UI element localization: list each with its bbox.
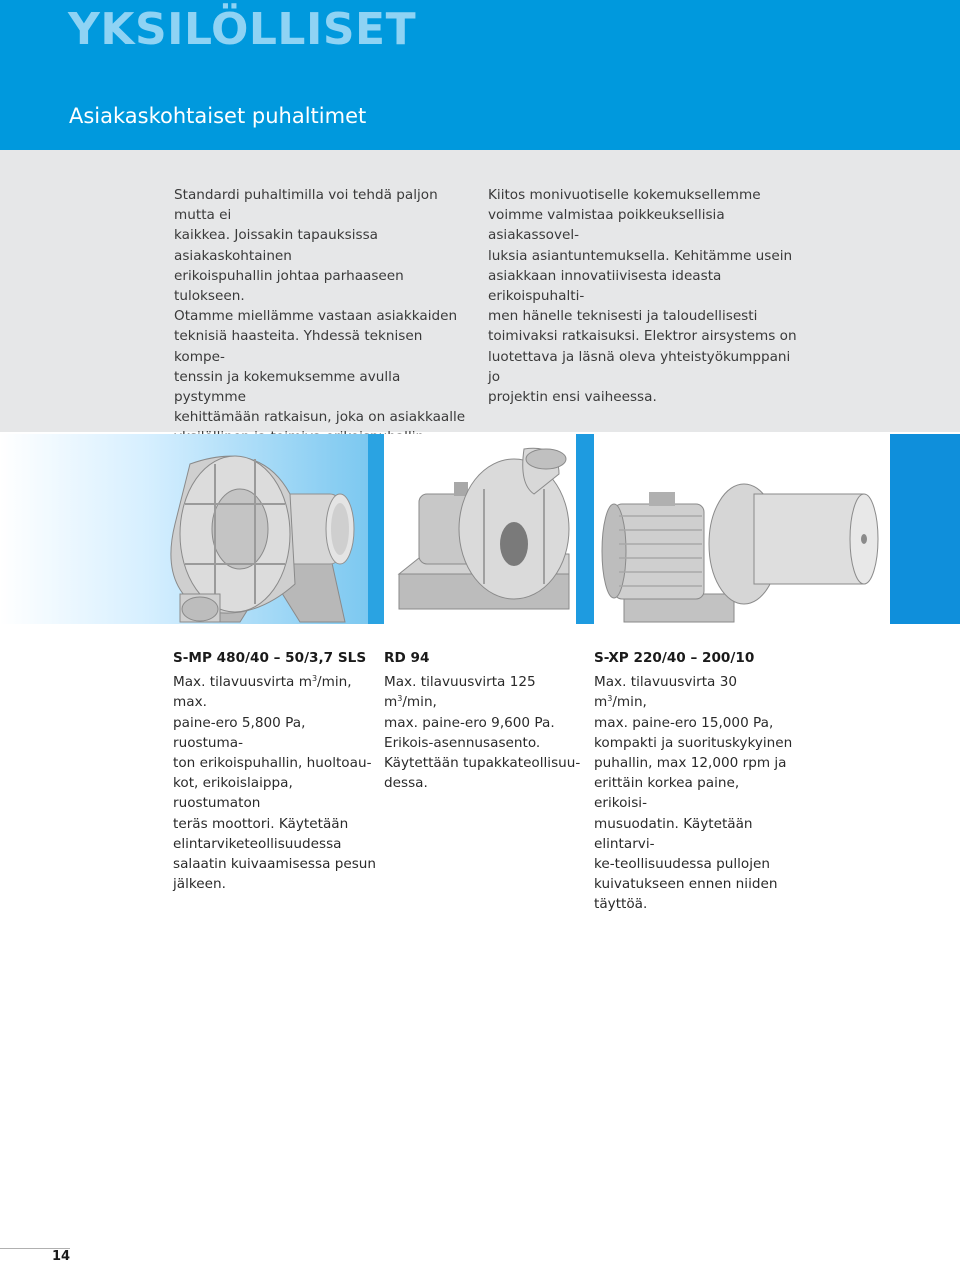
intro-text-left: Standardi puhaltimilla voi tehdä paljon mutta ei kaikkea. Joissakin tapauksissa asiakaskohtainen erikoispuhallin johtaa parhaaseen tulokseen. Otamme miellämme vastaan asiakkaiden teknisiä haasteita. Yhdessä teknisen kompe- tenssin ja kokemuksemme avulla pystymme kehittämään ratkaisun, joka on asiakkaalle	[174, 187, 466, 426]
photo-divider-1	[368, 434, 384, 624]
fan-smp-image	[0, 434, 368, 624]
page-subtitle: Asiakaskohtaiset puhaltimet	[69, 104, 367, 128]
photo-panel-sxp	[594, 434, 890, 624]
product-name: S-MP 480/40 – 50/3,7 SLS	[173, 650, 367, 666]
page-header	[0, 0, 960, 150]
product-description: max. paine-ero 9,600 Pa. Erikois-asennusasento. Käytettään tupakkateollisuu- dessa.	[384, 714, 581, 792]
product-name: RD 94	[384, 650, 430, 666]
photo-panel-rd94	[384, 434, 576, 624]
product-description: max. paine-ero 15,000 Pa, kompakti ja suorituskykyinen puhallin, max 12,000 rpm ja erittäin korkea paine, erikoisi- musuodatin. Käytetään elintarvi- ke-teollisuudessa pullojen kuivatukseen ennen niiden täyttöä.	[594, 714, 793, 913]
product-description: paine-ero 5,800 Pa, ruostuma- ton erikoispuhallin, huoltoau- kot, erikoislaippa, ruostumaton teräs moottori. Käytetään elintarviketeollisuudessa salaatin kuivaamisessa pesun jälkeen.	[173, 714, 377, 893]
product-spec-rd94	[384, 648, 584, 793]
product-spec-line1: Max. tilavuusvirta 125 $m^3/\min$,	[384, 674, 536, 711]
product-spec-line1: Max. tilavuusvirta 30 $m^3/\min$,	[594, 674, 738, 711]
page-number: 14	[52, 1249, 71, 1264]
product-spec-smp	[173, 648, 378, 894]
photo-panel-smp	[0, 434, 368, 624]
fan-sxp-image	[594, 434, 890, 624]
intro-section	[0, 150, 960, 432]
product-spec-sxp	[594, 648, 794, 915]
intro-text-right: Kiitos monivuotiselle kokemuksellemme voimme valmistaa poikkeuksellisia asiakassovel- luksia asiantuntemuksella. Kehitämme usein asiakkaan innovatiivisesta ideasta erikoispuhalti- men hänelle teknisesti ja taloudellisesti toimivaksi ratkaisuksi. Elektror airsystems on luotettava ja läsnä oleva yhteistyökumppani jo projektin ensi vaiheessa.	[488, 187, 797, 406]
photo-divider-2	[576, 434, 594, 624]
product-photos	[0, 434, 960, 624]
page-title: YKSILÖLLISET	[68, 4, 417, 55]
product-spec-line1: Max. tilavuusvirta $m^3/\min$, max.	[173, 674, 352, 711]
photo-divider-3	[890, 434, 960, 624]
product-name: S-XP 220/40 – 200/10	[594, 650, 755, 666]
fan-rd94-image	[384, 434, 576, 624]
